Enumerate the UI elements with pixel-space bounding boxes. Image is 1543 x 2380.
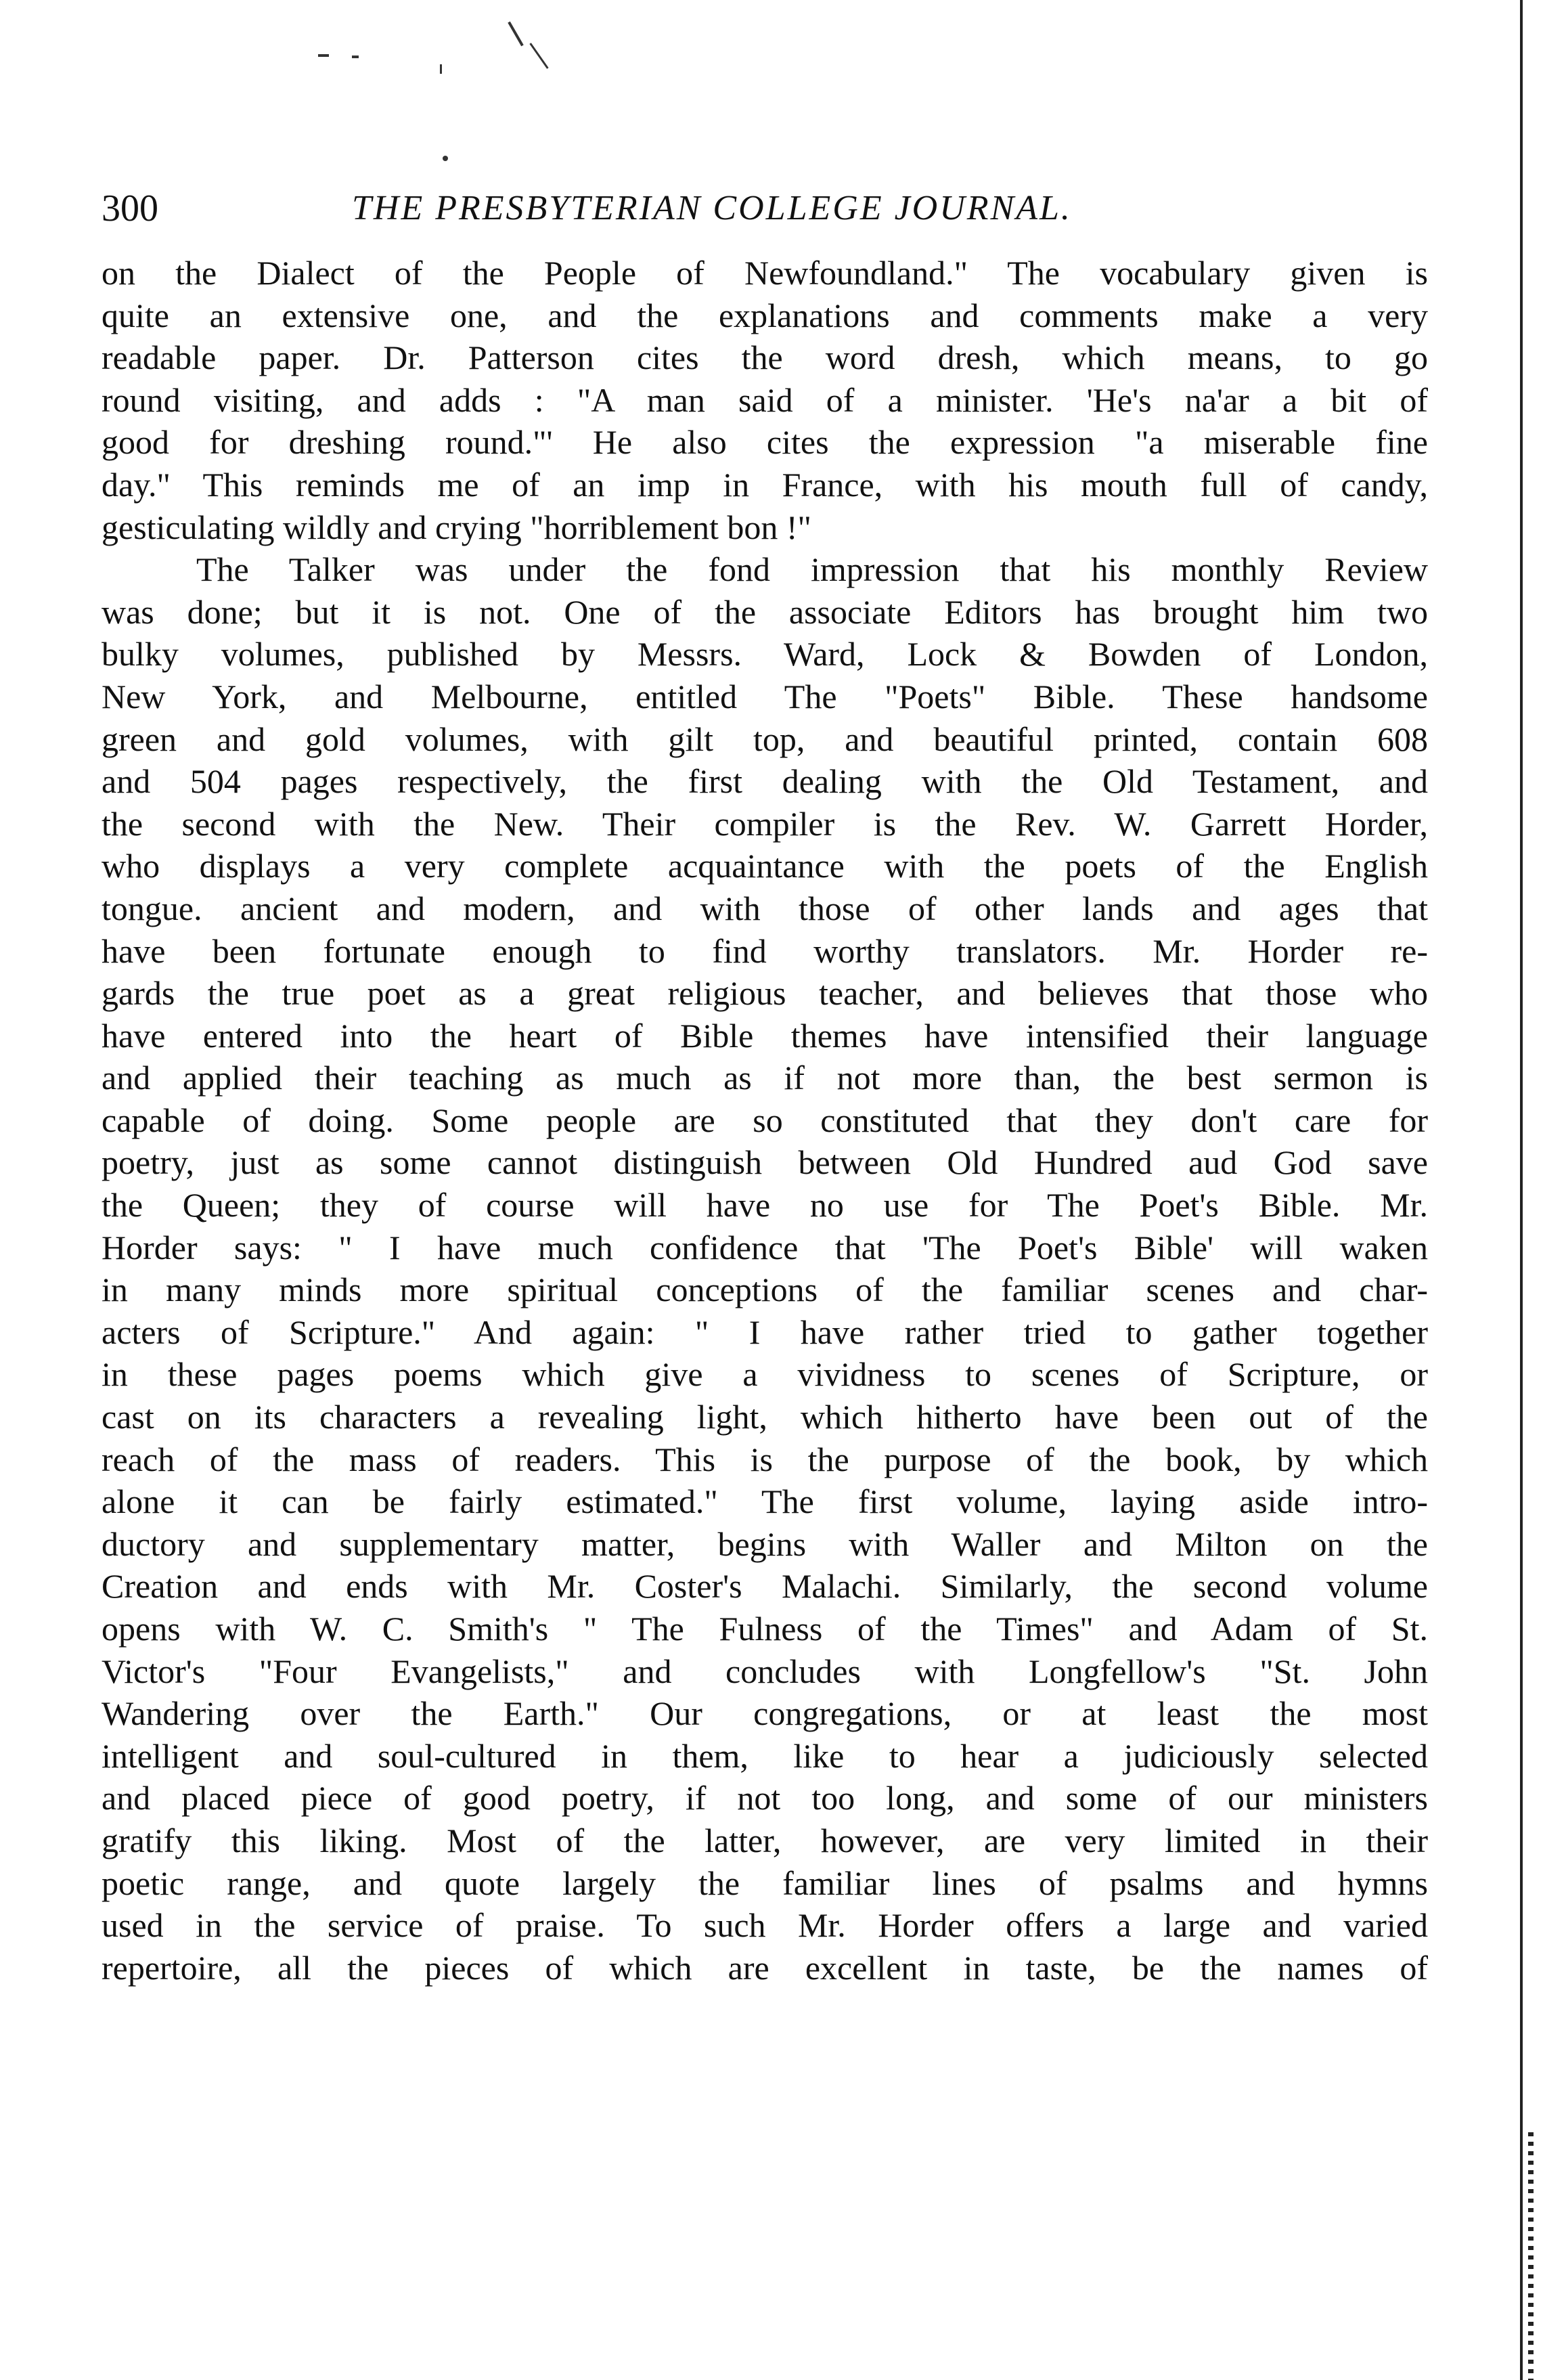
text-line: acters of Scripture." And again: " I have rather tried to gather together: [102, 1313, 1428, 1351]
text-line: the second with the New. Their compiler is the Rev. W. Garrett Horder,: [102, 804, 1428, 843]
text-line: day." This reminds me of an imp in France, with his mouth full of candy,: [102, 465, 1428, 504]
page-number: 300: [102, 188, 158, 229]
ink-speck: [440, 64, 442, 74]
text-line: poetic range, and quote largely the familiar lines of psalms and hymns: [102, 1864, 1428, 1902]
text-line: poetry, just as some cannot distinguish between Old Hundred aud God save: [102, 1143, 1428, 1182]
text-line: alone it can be fairly estimated." The first volume, laying aside intro-: [102, 1482, 1428, 1521]
ink-speck: [318, 54, 329, 57]
text-line: New York, and Melbourne, entitled The "Poets" Bible. These handsome: [102, 677, 1428, 715]
ink-speck: [508, 22, 523, 47]
ink-speck: [443, 156, 448, 161]
text-line: capable of doing. Some people are so constituted that they don't care for: [102, 1101, 1428, 1139]
text-line: gratify this liking. Most of the latter, however, are very limited in their: [102, 1821, 1428, 1859]
text-line: Wandering over the Earth." Our congregations, or at least the most: [102, 1694, 1428, 1733]
text-line: who displays a very complete acquaintance with the poets of the English: [102, 847, 1428, 885]
text-line: in many minds more spiritual conceptions of the familiar scenes and char-: [102, 1271, 1428, 1309]
text-line: and 504 pages respectively, the first dealing with the Old Testament, and: [102, 762, 1428, 801]
text-line: Creation and ends with Mr. Coster's Malachi. Similarly, the second volume: [102, 1567, 1428, 1606]
text-line: was done; but it is not. One of the associate Editors has brought him two: [102, 592, 1428, 631]
text-line: round visiting, and adds : "A man said of a minister. 'He's na'ar a bit of: [102, 380, 1428, 419]
text-line: and applied their teaching as much as if not more than, the best sermon is: [102, 1059, 1428, 1097]
text-line: tongue. ancient and modern, and with those of other lands and ages that: [102, 889, 1428, 927]
page-edge-marks: [1528, 2132, 1534, 2380]
text-line: on the Dialect of the People of Newfoundland." The vocabulary given is: [102, 254, 1428, 292]
page-edge-rule: [1520, 0, 1523, 2380]
text-line: in these pages poems which give a vividness to scenes of Scripture, or: [102, 1355, 1428, 1394]
text-line: quite an extensive one, and the explanations and comments make a very: [102, 296, 1428, 334]
text-line: opens with W. C. Smith's " The Fulness of the Times" and Adam of St.: [102, 1610, 1428, 1648]
text-line: ductory and supplementary matter, begins with Waller and Milton on the: [102, 1524, 1428, 1563]
text-line: gards the true poet as a great religious teacher, and believes that those who: [102, 974, 1428, 1013]
text-line: the Queen; they of course will have no use for The Poet's Bible. Mr.: [102, 1186, 1428, 1225]
text-line: reach of the mass of readers. This is the purpose of the book, by which: [102, 1440, 1428, 1478]
ink-speck: [352, 56, 359, 58]
text-line: green and gold volumes, with gilt top, and beautiful printed, contain 608: [102, 720, 1428, 758]
text-line: The Talker was under the fond impression that his monthly Review: [196, 550, 1428, 589]
text-line: good for dreshing round."' He also cites the expression "a miserable fine: [102, 423, 1428, 462]
text-line: have entered into the heart of Bible themes have intensified their language: [102, 1016, 1428, 1055]
article-body: [102, 252, 1428, 1989]
text-line: bulky volumes, published by Messrs. Ward, Lock & Bowden of London,: [102, 635, 1428, 674]
text-line: intelligent and soul-cultured in them, like to hear a judiciously selected: [102, 1736, 1428, 1775]
running-title: THE PRESBYTERIAN COLLEGE JOURNAL.: [352, 189, 1072, 227]
text-line: repertoire, all the pieces of which are excellent in taste, be the names of: [102, 1948, 1428, 1987]
page-header: [102, 181, 1441, 236]
text-line: have been fortunate enough to find worthy translators. Mr. Horder re-: [102, 931, 1428, 970]
ink-speck: [529, 43, 548, 69]
text-line: readable paper. Dr. Patterson cites the word dresh, which means, to go: [102, 338, 1428, 377]
text-line: Horder says: " I have much confidence that 'The Poet's Bible' will waken: [102, 1228, 1428, 1266]
text-line: cast on its characters a revealing light, which hitherto have been out of the: [102, 1398, 1428, 1436]
text-line: used in the service of praise. To such Mr. Horder offers a large and varied: [102, 1906, 1428, 1945]
text-line: gesticulating wildly and crying "horriblement bon !": [102, 508, 811, 546]
text-line: and placed piece of good poetry, if not too long, and some of our ministers: [102, 1779, 1428, 1817]
text-line: Victor's "Four Evangelists," and concludes with Longfellow's "St. John: [102, 1652, 1428, 1690]
